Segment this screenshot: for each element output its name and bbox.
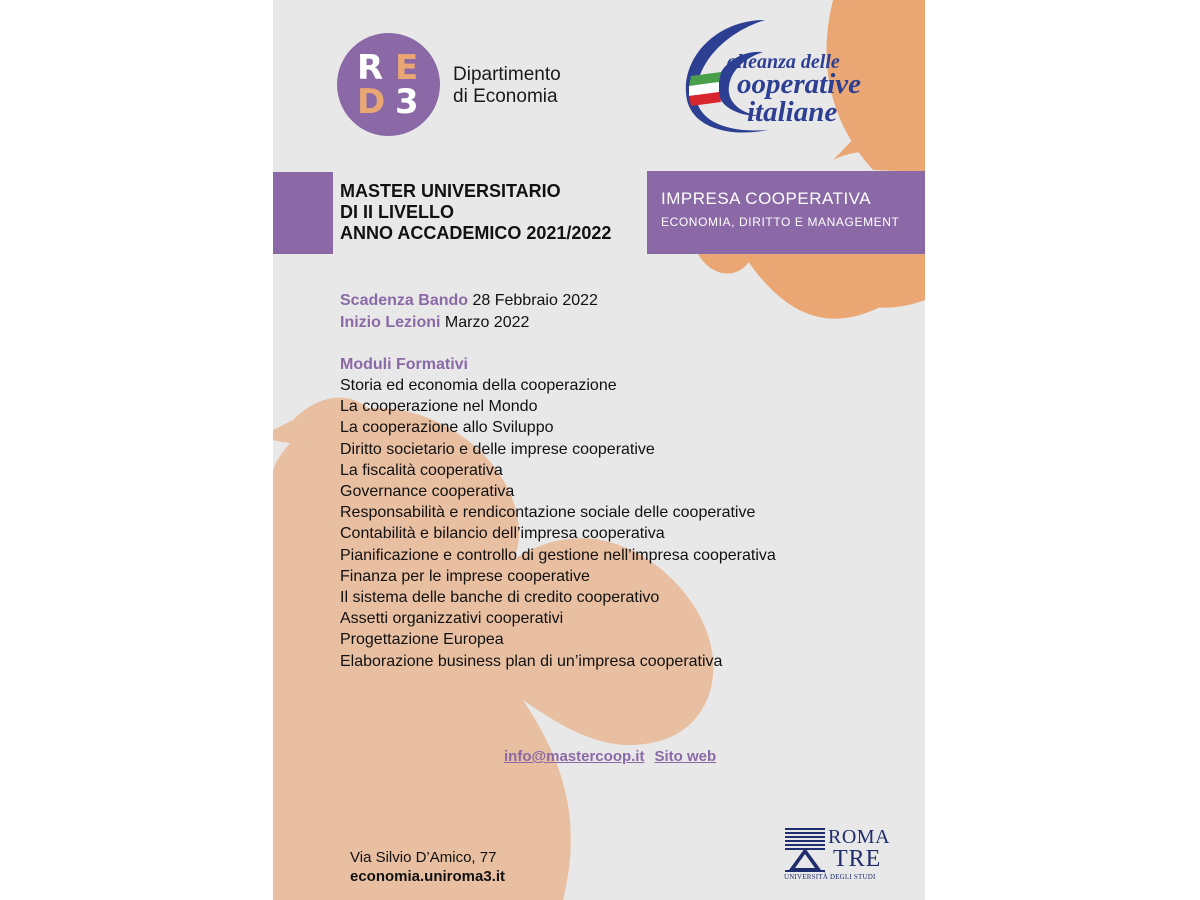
start-value: Marzo 2022	[444, 314, 530, 331]
alleanza-text-line-1: alleanza delle	[727, 51, 840, 73]
footer-address	[350, 848, 505, 886]
red3-logo	[337, 33, 440, 136]
alleanza-text-line-3: italiane	[747, 96, 838, 128]
module-item: La cooperazione allo Sviluppo	[340, 419, 554, 437]
deadline-line	[340, 292, 598, 310]
modules-list	[340, 375, 776, 672]
contacts	[504, 748, 716, 765]
module-item: Diritto societario e delle imprese cooperative	[340, 440, 655, 458]
module-item: Il sistema delle banche di credito cooperativo	[340, 589, 660, 607]
email-link[interactable]: info@mastercoop.it	[504, 748, 645, 765]
module-item: Elaborazione business plan di un’impresa cooperativa	[340, 652, 723, 670]
program-subtitle: ECONOMIA, DIRITTO E MANAGEMENT	[661, 215, 900, 229]
department-name	[453, 64, 561, 108]
module-item: Finanza per le imprese cooperative	[340, 567, 590, 585]
red3-letter-r: R	[357, 48, 384, 88]
module-item: Pianificazione e controllo di gestione nell’impresa cooperativa	[340, 546, 776, 564]
department-line-2: di Economia	[453, 86, 558, 107]
module-item: Responsabilità e rendicontazione sociale delle cooperative	[340, 504, 756, 522]
deadline-label: Scadenza Bando	[340, 292, 469, 309]
master-title-line-2: DI II LIVELLO	[340, 202, 455, 222]
master-title-line-3: ANNO ACCADEMICO 2021/2022	[340, 223, 612, 243]
program-title-box	[647, 171, 925, 254]
module-item: Storia ed economia della cooperazione	[340, 377, 617, 394]
department-line-1: Dipartimento	[453, 64, 561, 85]
module-item: Assetti organizzativi cooperativi	[340, 610, 564, 628]
start-label: Inizio Lezioni	[340, 314, 441, 331]
alleanza-text-line-2: ooperative	[737, 68, 862, 100]
roma-tre-word-tre: TRE	[833, 846, 882, 872]
roma-tre-word-roma: ROMA	[828, 826, 891, 848]
module-item: La cooperazione nel Mondo	[340, 398, 538, 416]
red3-digit-3: 3	[395, 82, 419, 122]
site-url: economia.uniroma3.it	[350, 868, 506, 885]
deadline-value: 28 Febbraio 2022	[472, 292, 598, 309]
program-title: IMPRESA COOPERATIVA	[661, 189, 872, 208]
module-item: Governance cooperativa	[340, 483, 515, 501]
module-item: La fiscalità cooperativa	[340, 461, 503, 479]
module-item: Contabilità e bilancio dell’impresa cooperativa	[340, 525, 665, 543]
master-title-line-1: MASTER UNIVERSITARIO	[340, 181, 561, 201]
petal-middle	[698, 254, 753, 274]
title-accent-bar	[273, 172, 333, 254]
website-link[interactable]: Sito web	[654, 748, 717, 765]
flyer	[273, 0, 925, 900]
red3-letter-d: D	[357, 82, 386, 122]
master-title	[340, 181, 611, 244]
street-address: Via Silvio D’Amico, 77	[350, 849, 497, 866]
red3-letter-e: E	[395, 48, 419, 88]
roma-tre-subtitle: UNIVERSITÀ DEGLI STUDI	[784, 873, 876, 881]
module-item: Progettazione Europea	[340, 631, 504, 649]
modules-heading: Moduli Formativi	[340, 356, 468, 373]
start-line	[340, 314, 529, 332]
